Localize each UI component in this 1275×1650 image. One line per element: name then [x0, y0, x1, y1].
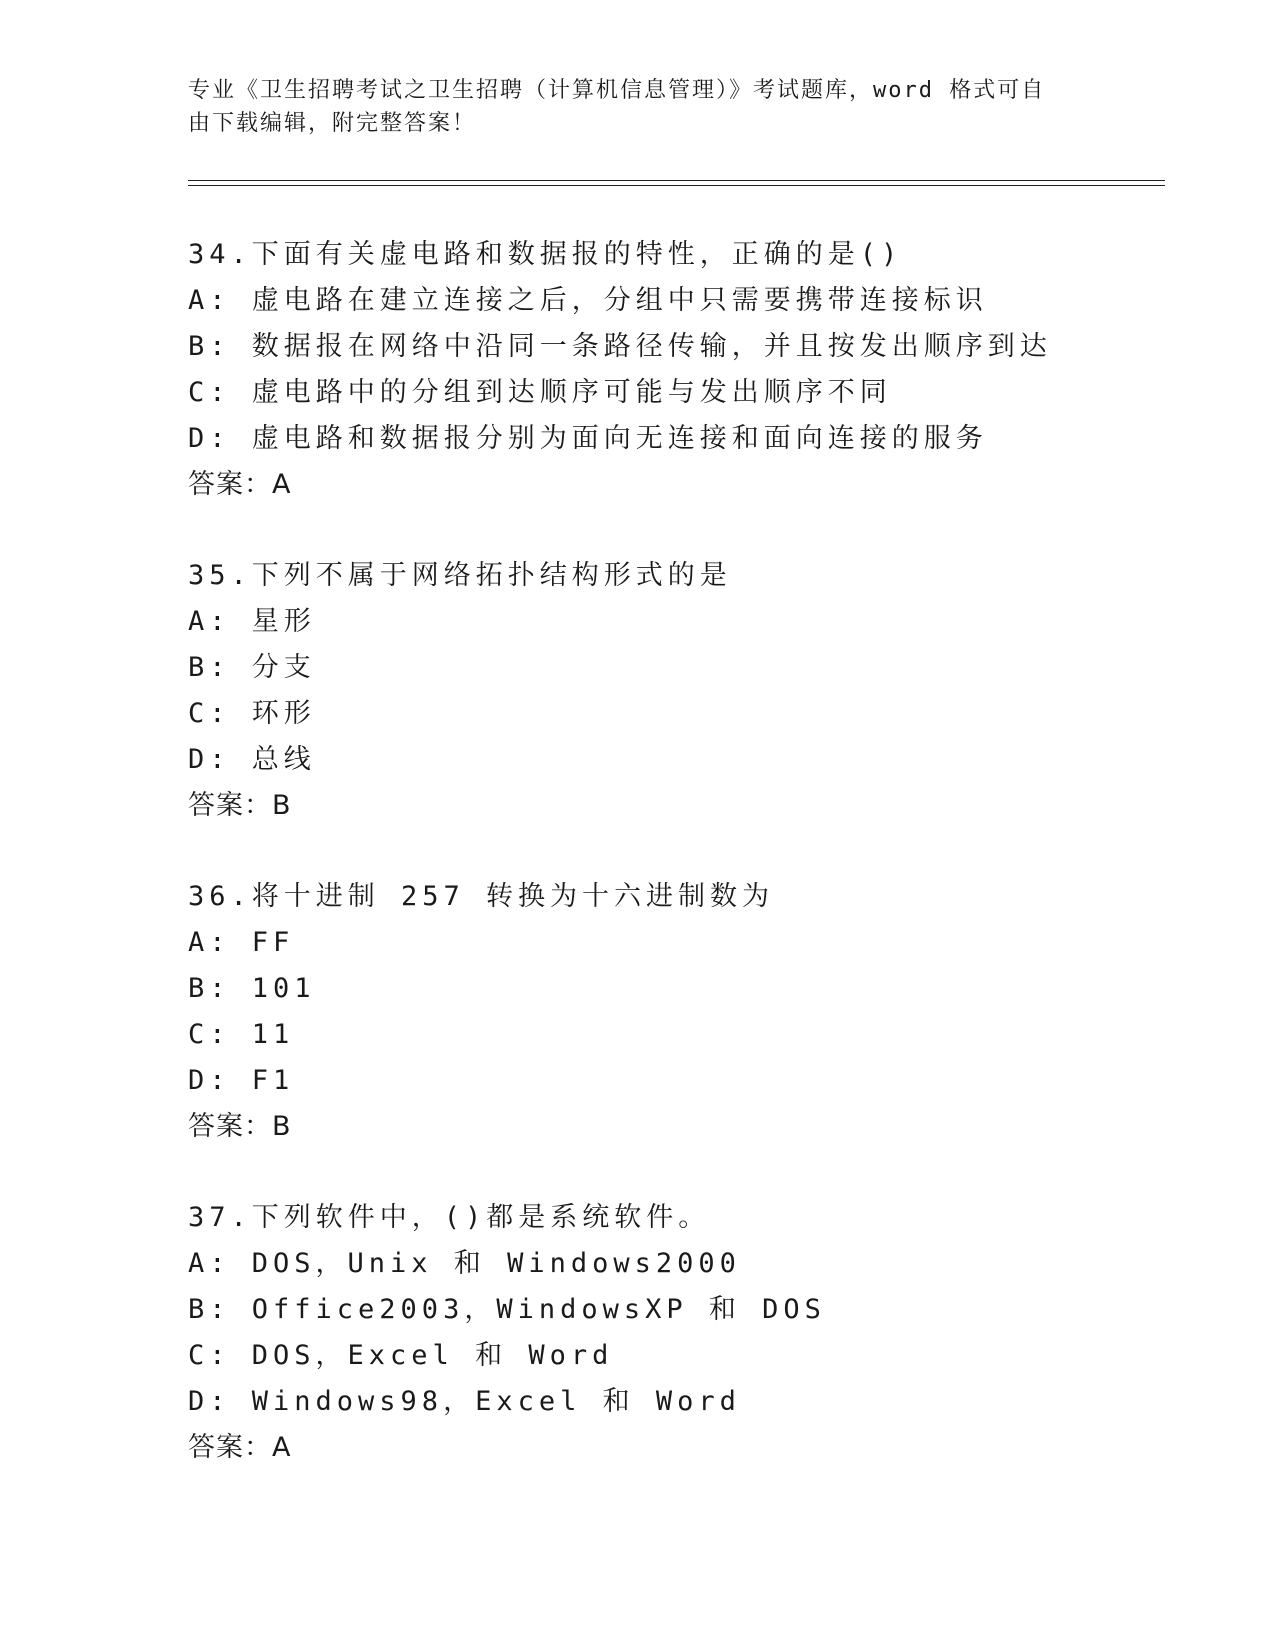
question-stem: 36.将十进制 257 转换为十六进制数为: [188, 881, 775, 912]
option-a: A: FF: [188, 927, 295, 958]
answer-line: 答案：A: [188, 469, 292, 500]
option-d: D: 虚电路和数据报分别为面向无连接和面向连接的服务: [188, 423, 988, 454]
option-b: B: 数据报在网络中沿同一条路径传输，并且按发出顺序到达: [188, 331, 1052, 362]
header-line-2: 由下载编辑，附完整答案！: [188, 111, 477, 136]
document-header: [188, 74, 1068, 140]
option-a: A: 星形: [188, 606, 316, 637]
question-36: [188, 874, 1088, 1150]
header-divider-top: [188, 180, 1165, 181]
option-d: D: Windows98，Excel 和 Word: [188, 1386, 741, 1417]
option-d: D: 总线: [188, 744, 316, 775]
option-b: B: 分支: [188, 652, 316, 683]
option-a: A: DOS，Unix 和 Windows2000: [188, 1248, 741, 1279]
header-divider-bottom: [188, 185, 1165, 186]
option-c: C: 11: [188, 1019, 295, 1050]
option-b: B: Office2003，WindowsXP 和 DOS: [188, 1294, 826, 1325]
answer-line: 答案：A: [188, 1432, 292, 1463]
option-c: C: 虚电路中的分组到达顺序可能与发出顺序不同: [188, 377, 892, 408]
header-line-1: 专业《卫生招聘考试之卫生招聘（计算机信息管理）》考试题库，word 格式可自: [188, 78, 1046, 103]
question-35: [188, 553, 1088, 829]
question-stem: 35.下列不属于网络拓扑结构形式的是: [188, 560, 732, 591]
question-34: [188, 232, 1088, 508]
answer-line: 答案：B: [188, 1111, 292, 1142]
option-b: B: 101: [188, 973, 316, 1004]
question-stem: 37.下列软件中，()都是系统软件。: [188, 1202, 711, 1233]
option-c: C: 环形: [188, 698, 316, 729]
question-37: [188, 1195, 1088, 1471]
answer-line: 答案：B: [188, 790, 292, 821]
option-c: C: DOS，Excel 和 Word: [188, 1340, 614, 1371]
question-stem: 34.下面有关虚电路和数据报的特性，正确的是(): [188, 239, 903, 270]
option-d: D: F1: [188, 1065, 295, 1096]
option-a: A: 虚电路在建立连接之后，分组中只需要携带连接标识: [188, 285, 988, 316]
